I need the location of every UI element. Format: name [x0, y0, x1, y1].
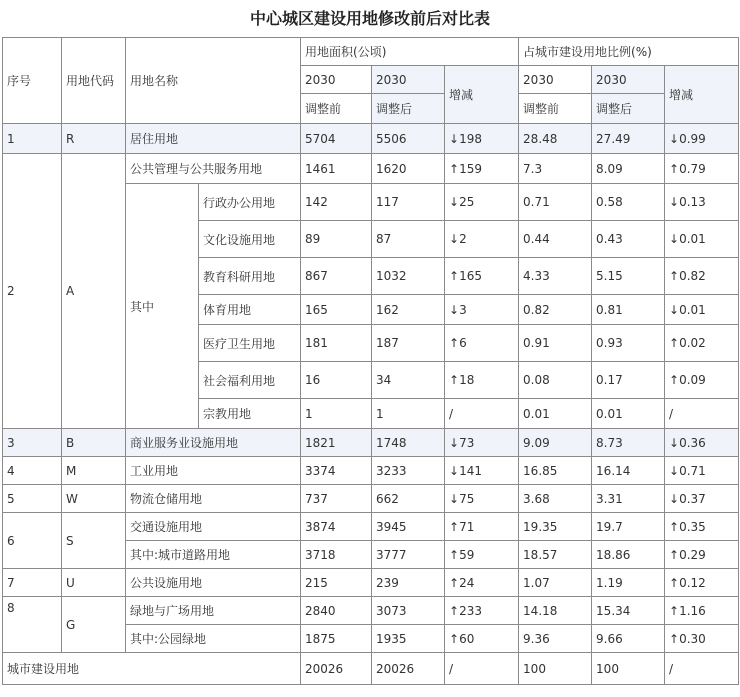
- cell-area-change: ↑24: [445, 569, 519, 597]
- cell-area-before: 165: [301, 295, 372, 325]
- header-ratio-change: 增减: [665, 66, 739, 124]
- cell-area-change: ↑18: [445, 362, 519, 399]
- cell-area-change: ↓141: [445, 457, 519, 485]
- cell-area-before: 142: [301, 184, 372, 221]
- cell-area-after: 3233: [372, 457, 445, 485]
- cell-name: 公共设施用地: [126, 569, 301, 597]
- cell-area-before: 1821: [301, 429, 372, 457]
- cell-area-change: ↑165: [445, 258, 519, 295]
- cell-ratio-after: 27.49: [592, 124, 665, 154]
- cell-name: 交通设施用地: [126, 513, 301, 541]
- cell-ratio-after: 100: [592, 653, 665, 685]
- cell-area-after: 1935: [372, 625, 445, 653]
- cell-name: 物流仓储用地: [126, 485, 301, 513]
- header-name: 用地名称: [126, 38, 301, 124]
- table-row: [3, 429, 739, 457]
- header-ratio-after: 调整后: [592, 94, 665, 124]
- header-area-group: 用地面积(公顷): [301, 38, 519, 66]
- header-ratio-year-before: 2030: [519, 66, 592, 94]
- cell-code: U: [62, 569, 126, 597]
- header-seq: 序号: [3, 38, 62, 124]
- cell-ratio-change: ↑0.82: [665, 258, 739, 295]
- cell-ratio-change: ↓0.01: [665, 295, 739, 325]
- cell-ratio-change: ↑0.29: [665, 541, 739, 569]
- cell-ratio-before: 100: [519, 653, 592, 685]
- cell-ratio-after: 0.81: [592, 295, 665, 325]
- cell-seq: 6: [3, 513, 62, 569]
- land-use-comparison-table: [2, 37, 739, 685]
- cell-area-before: 737: [301, 485, 372, 513]
- cell-name: 绿地与广场用地: [126, 597, 301, 625]
- cell-name: 商业服务业设施用地: [126, 429, 301, 457]
- header-area-after: 调整后: [372, 94, 445, 124]
- cell-ratio-change: ↑0.30: [665, 625, 739, 653]
- cell-name: 文化设施用地: [199, 221, 301, 258]
- cell-ratio-change: ↓0.36: [665, 429, 739, 457]
- cell-ratio-after: 9.66: [592, 625, 665, 653]
- cell-area-change: ↑60: [445, 625, 519, 653]
- cell-ratio-change: ↑0.02: [665, 325, 739, 362]
- cell-name: 宗教用地: [199, 399, 301, 429]
- cell-name: 居住用地: [126, 124, 301, 154]
- cell-ratio-after: 8.09: [592, 154, 665, 184]
- header-ratio-before: 调整前: [519, 94, 592, 124]
- cell-area-after: 34: [372, 362, 445, 399]
- cell-area-after: 117: [372, 184, 445, 221]
- cell-ratio-after: 0.93: [592, 325, 665, 362]
- cell-ratio-after: 0.01: [592, 399, 665, 429]
- table-row: [3, 457, 739, 485]
- cell-name: 城市建设用地: [3, 653, 301, 685]
- cell-area-after: 1748: [372, 429, 445, 457]
- cell-area-before: 867: [301, 258, 372, 295]
- cell-area-before: 215: [301, 569, 372, 597]
- cell-ratio-after: 19.7: [592, 513, 665, 541]
- cell-ratio-before: 18.57: [519, 541, 592, 569]
- cell-area-after: 3073: [372, 597, 445, 625]
- cell-ratio-change: ↑0.09: [665, 362, 739, 399]
- cell-code: M: [62, 457, 126, 485]
- cell-area-before: 181: [301, 325, 372, 362]
- cell-area-before: 5704: [301, 124, 372, 154]
- cell-ratio-change: ↑1.16: [665, 597, 739, 625]
- table-row: [3, 154, 739, 184]
- cell-ratio-before: 0.08: [519, 362, 592, 399]
- cell-ratio-after: 1.19: [592, 569, 665, 597]
- cell-ratio-before: 9.36: [519, 625, 592, 653]
- header-area-change: 增减: [445, 66, 519, 124]
- cell-area-change: ↑71: [445, 513, 519, 541]
- cell-area-before: 1461: [301, 154, 372, 184]
- cell-code: B: [62, 429, 126, 457]
- cell-seq: 4: [3, 457, 62, 485]
- cell-ratio-before: 16.85: [519, 457, 592, 485]
- cell-ratio-before: 4.33: [519, 258, 592, 295]
- cell-area-after: 662: [372, 485, 445, 513]
- cell-area-after: 87: [372, 221, 445, 258]
- cell-area-before: 3718: [301, 541, 372, 569]
- table-row-total: [3, 653, 739, 685]
- cell-area-change: ↑233: [445, 597, 519, 625]
- cell-seq: 5: [3, 485, 62, 513]
- cell-seq: 2: [3, 154, 62, 429]
- cell-area-after: 1: [372, 399, 445, 429]
- cell-ratio-before: 0.71: [519, 184, 592, 221]
- cell-code: S: [62, 513, 126, 569]
- cell-ratio-before: 0.91: [519, 325, 592, 362]
- cell-area-after: 3945: [372, 513, 445, 541]
- cell-area-before: 3874: [301, 513, 372, 541]
- cell-area-after: 5506: [372, 124, 445, 154]
- table-title: 中心城区建设用地修改前后对比表: [249, 9, 490, 28]
- cell-ratio-before: 28.48: [519, 124, 592, 154]
- cell-area-before: 2840: [301, 597, 372, 625]
- cell-area-before: 89: [301, 221, 372, 258]
- cell-area-change: ↑159: [445, 154, 519, 184]
- cell-name: 其中:城市道路用地: [126, 541, 301, 569]
- cell-ratio-change: ↓0.71: [665, 457, 739, 485]
- cell-name: 行政办公用地: [199, 184, 301, 221]
- cell-seq: 7: [3, 569, 62, 597]
- table-row: [3, 597, 739, 625]
- cell-name: 体育用地: [199, 295, 301, 325]
- cell-ratio-before: 19.35: [519, 513, 592, 541]
- cell-area-change: ↑59: [445, 541, 519, 569]
- header-ratio-year-after: 2030: [592, 66, 665, 94]
- cell-area-before: 1875: [301, 625, 372, 653]
- cell-ratio-before: 14.18: [519, 597, 592, 625]
- cell-ratio-change: ↓0.01: [665, 221, 739, 258]
- cell-area-after: 1620: [372, 154, 445, 184]
- header-area-year-before: 2030: [301, 66, 372, 94]
- cell-ratio-after: 0.58: [592, 184, 665, 221]
- cell-area-after: 1032: [372, 258, 445, 295]
- header-ratio-group: 占城市建设用地比例(%): [519, 38, 739, 66]
- cell-ratio-change: /: [665, 399, 739, 429]
- cell-ratio-after: 0.17: [592, 362, 665, 399]
- table-row: [3, 124, 739, 154]
- cell-area-change: /: [445, 399, 519, 429]
- cell-area-change: ↓25: [445, 184, 519, 221]
- cell-name: 社会福利用地: [199, 362, 301, 399]
- cell-ratio-change: ↓0.99: [665, 124, 739, 154]
- header-area-year-after: 2030: [372, 66, 445, 94]
- cell-area-before: 1: [301, 399, 372, 429]
- cell-name: 公共管理与公共服务用地: [126, 154, 301, 184]
- cell-ratio-after: 5.15: [592, 258, 665, 295]
- cell-area-change: ↓2: [445, 221, 519, 258]
- cell-area-change: /: [445, 653, 519, 685]
- cell-area-change: ↓3: [445, 295, 519, 325]
- cell-area-change: ↓75: [445, 485, 519, 513]
- cell-area-change: ↓198: [445, 124, 519, 154]
- cell-ratio-after: 16.14: [592, 457, 665, 485]
- cell-area-after: 187: [372, 325, 445, 362]
- cell-ratio-after: 8.73: [592, 429, 665, 457]
- cell-ratio-change: /: [665, 653, 739, 685]
- cell-seq: 3: [3, 429, 62, 457]
- cell-ratio-after: 0.43: [592, 221, 665, 258]
- cell-area-after: 20026: [372, 653, 445, 685]
- table-row: [3, 569, 739, 597]
- cell-seq: 8: [3, 597, 62, 653]
- cell-ratio-change: ↑0.79: [665, 154, 739, 184]
- cell-ratio-before: 1.07: [519, 569, 592, 597]
- cell-name: 医疗卫生用地: [199, 325, 301, 362]
- cell-area-change: ↓73: [445, 429, 519, 457]
- cell-area-before: 3374: [301, 457, 372, 485]
- cell-ratio-before: 3.68: [519, 485, 592, 513]
- cell-name: 教育科研用地: [199, 258, 301, 295]
- cell-code: G: [62, 597, 126, 653]
- cell-ratio-before: 7.3: [519, 154, 592, 184]
- table-row: [3, 513, 739, 541]
- header-row-1: [3, 38, 739, 66]
- header-code: 用地代码: [62, 38, 126, 124]
- cell-name: 其中:公园绿地: [126, 625, 301, 653]
- cell-area-after: 162: [372, 295, 445, 325]
- header-area-before: 调整前: [301, 94, 372, 124]
- cell-ratio-change: ↓0.13: [665, 184, 739, 221]
- cell-ratio-before: 0.01: [519, 399, 592, 429]
- cell-area-after: 3777: [372, 541, 445, 569]
- cell-name: 工业用地: [126, 457, 301, 485]
- cell-ratio-after: 18.86: [592, 541, 665, 569]
- table-row: [3, 485, 739, 513]
- cell-area-before: 16: [301, 362, 372, 399]
- cell-sub-label: 其中: [126, 184, 199, 429]
- cell-ratio-change: ↑0.12: [665, 569, 739, 597]
- cell-seq: 1: [3, 124, 62, 154]
- cell-ratio-change: ↓0.37: [665, 485, 739, 513]
- cell-ratio-change: ↑0.35: [665, 513, 739, 541]
- cell-area-change: ↑6: [445, 325, 519, 362]
- cell-ratio-before: 0.82: [519, 295, 592, 325]
- cell-ratio-before: 9.09: [519, 429, 592, 457]
- cell-ratio-before: 0.44: [519, 221, 592, 258]
- cell-code: R: [62, 124, 126, 154]
- cell-ratio-after: 3.31: [592, 485, 665, 513]
- cell-code: W: [62, 485, 126, 513]
- cell-ratio-after: 15.34: [592, 597, 665, 625]
- cell-area-after: 239: [372, 569, 445, 597]
- cell-code: A: [62, 154, 126, 429]
- cell-area-before: 20026: [301, 653, 372, 685]
